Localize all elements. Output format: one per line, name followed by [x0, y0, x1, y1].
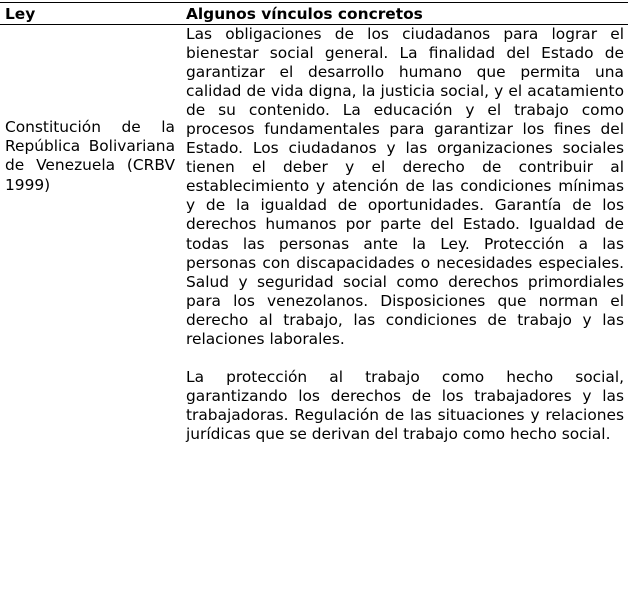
column-header-law: Ley: [0, 3, 181, 25]
law-name-cell: Constitución de la República Bolivariana de Venezuela (CRBV 1999): [5, 118, 175, 194]
links-paragraph: La protección al trabajo como hecho social, garantizando los derechos de los trabajadores y las trabajadoras. Regulación de las situaciones y relaciones jurídicas que se derivan del trabajo como hecho social.: [186, 367, 624, 443]
links-paragraph: Las obligaciones de los ciudadanos para lograr el bienestar social general. La finalidad del Estado de garantizar el desarrollo humano que permita una calidad de vida digna, la justicia social, y el acatamiento de su contenido. La educación y el trabajo como procesos fundamentales para garantizar los fines del Estado. Los ciudadanos y las organizaciones sociales tienen el deber y el derecho de contribuir al establecimiento y atención de las condiciones mínimas y de la igualdad de oportunidades. Garantía de los derechos humanos por parte del Estado. Igualdad de todas las personas ante la Ley. Protección a las personas con discapacidades o necesidades especiales. Salud y seguridad social como derechos primordiales para los venezolanos. Disposiciones que norman el derecho al trabajo, las condiciones de trabajo y las relaciones laborales.: [186, 25, 624, 348]
column-header-links: Algunos vínculos concretos: [181, 3, 628, 25]
laws-table: [0, 2, 628, 444]
table-row: [0, 25, 628, 444]
table-header-row: [0, 3, 628, 25]
links-cell: [181, 25, 628, 444]
